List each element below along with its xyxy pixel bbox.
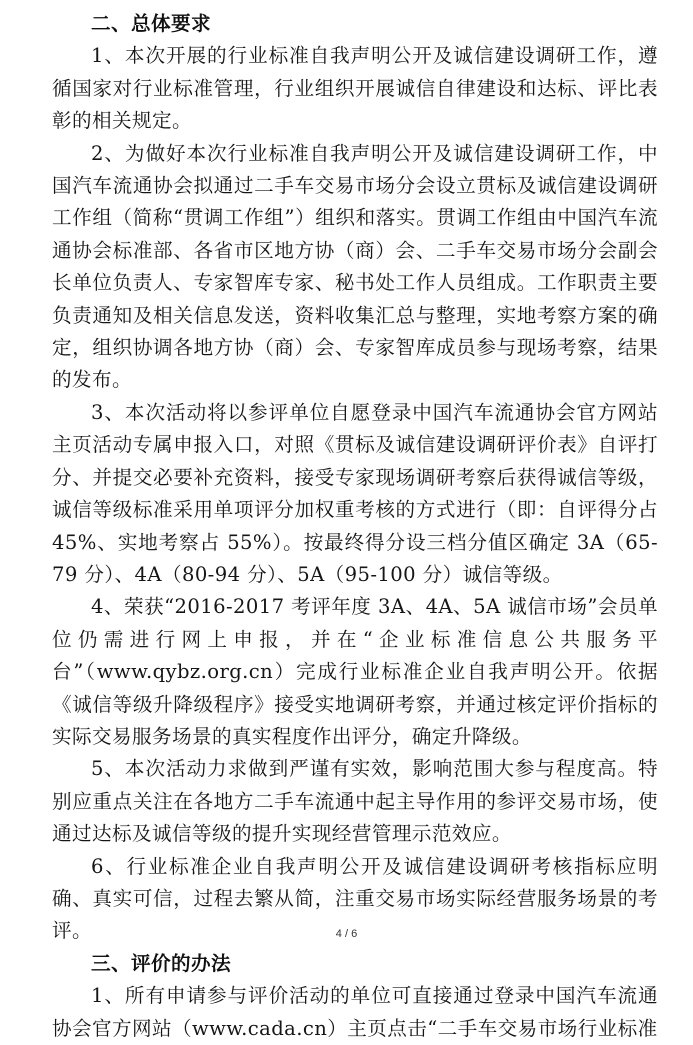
paragraph-item-1: 1、本次开展的行业标准自我声明公开及诚信建设调研工作，遵循国家对行业标准管理，行业组织开展诚信自律建设和达标、评比表彰的相关规定。: [52, 44, 658, 133]
paragraph-item-6: 6、行业标准企业自我声明公开及诚信建设调研考核指标应明确、真实可信，过程去繁从简，注重交易市场实际经营服务场景的考评。: [52, 854, 658, 943]
paragraph-item-2: 2、为做好本次行业标准自我声明公开及诚信建设调研工作，中国汽车流通协会拟通过二手车交易市场分会设立贯标及诚信建设调研工作组（简称“贯调工作组”）组织和落实。贯调工作组由中国汽车流通协会标准部、各省市区地方协（商）会、二手车交易市场分会副会长单位负责人、专家智库专家、秘书处工作人员组成。工作职责主要负责通知及相关信息发送，资料收集汇总与整理，实地考察方案的确定，组织协调各地方协（商）会、专家智库成员参与现场考察，结果的发布。: [52, 141, 658, 392]
section-heading-general-requirements: 二、总体要求: [91, 12, 211, 35]
page-body: [52, 8, 658, 1045]
paragraph-item-4: 4、荣获“2016-2017 考评年度 3A、4A、5A 诚信市场”会员单位仍需进行网上申报，并在“企业标准信息公共服务平台”（www.qybz.org.cn）完成行业标准企业自我声明公开。依据《诚信等级升降级程序》接受实地调研考察，并通过核定评价指标的实际交易服务场景的真实程度作出评分，确定升降级。: [52, 595, 658, 748]
section-heading-evaluation-method: 三、评价的办法: [91, 951, 231, 975]
paragraph-item-3: 3、本次活动将以参评单位自愿登录中国汽车流通协会官方网站主页活动专属申报入口，对照《贯标及诚信建设调研评价表》自评打分、并提交必要补充资料，接受专家现场调研考察后获得诚信等级，诚信等级标准采用单项评分加权重考核的方式进行（即：自评得分占 45%、实地考察占 55%）。按最终得分设三档分值区确定 3A（65-79 分）、4A（80-94 分）、5A（95-100 分）诚信等级。: [52, 400, 658, 586]
paragraph-item-5: 5、本次活动力求做到严谨有实效，影响范围大参与程度高。特别应重点关注在各地方二手车流通中起主导作用的参评交易市场，使通过达标及诚信等级的提升实现经营管理示范效应。: [52, 757, 658, 846]
paragraph-method-1: 1、所有申请参与评价活动的单位可直接通过登录中国汽车流通协会官方网站（www.cada.cn）主页点击“二手车交易市场行业标准: [52, 984, 658, 1040]
page-number: 4 / 6: [335, 928, 358, 940]
